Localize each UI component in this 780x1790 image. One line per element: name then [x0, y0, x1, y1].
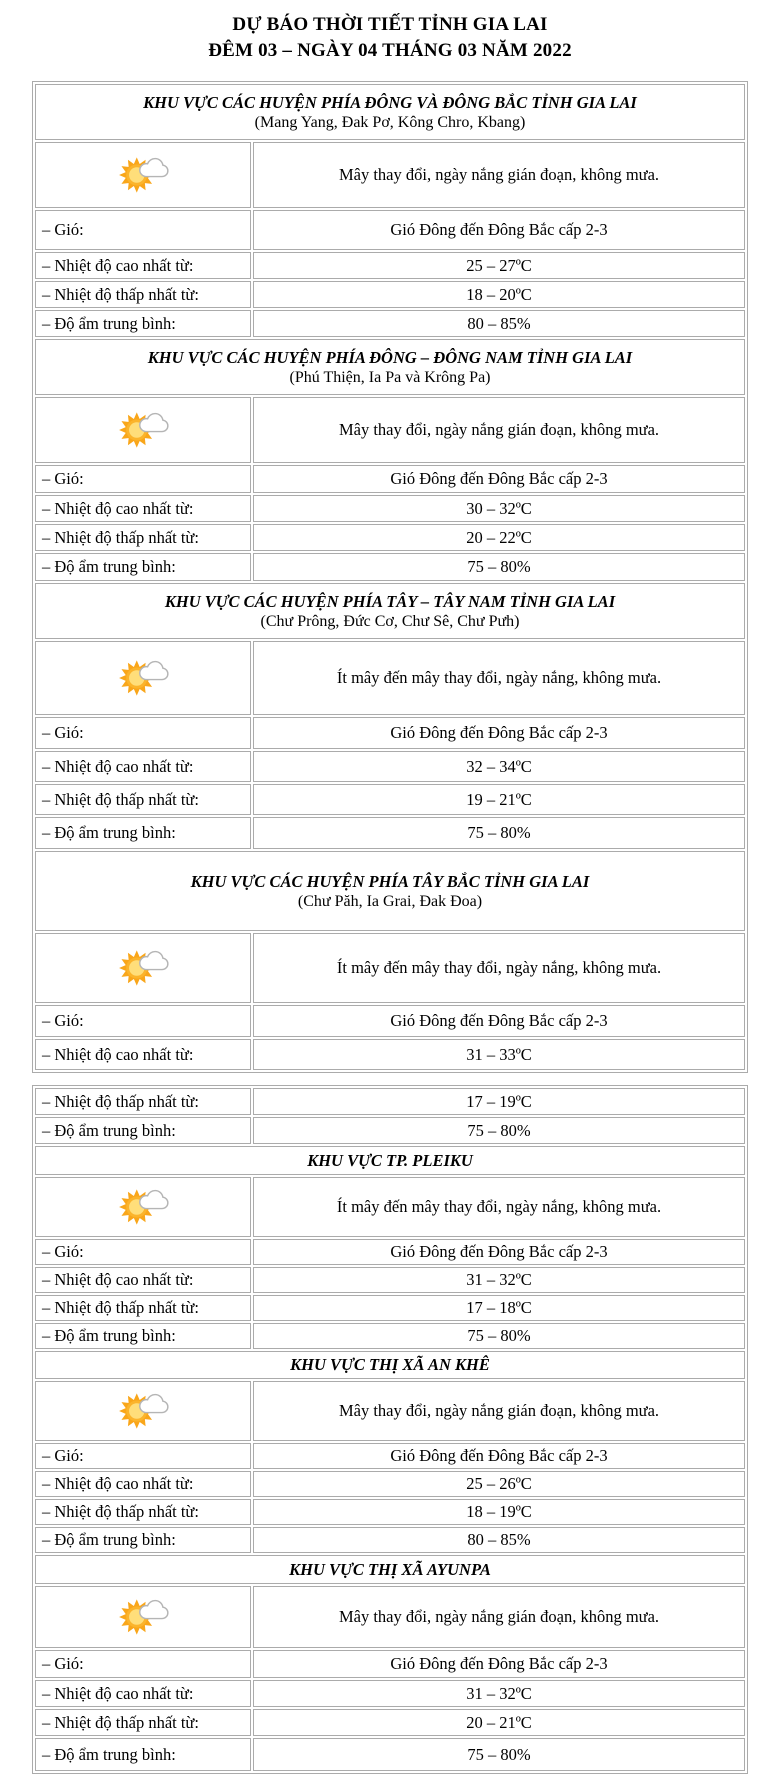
wind-value: Gió Đông đến Đông Bắc cấp 2-3 — [253, 1239, 745, 1265]
humidity-value: 75 – 80% — [253, 1738, 745, 1771]
wind-value: Gió Đông đến Đông Bắc cấp 2-3 — [253, 1443, 745, 1469]
table-row — [35, 553, 745, 581]
humidity-value: 80 – 85% — [253, 1527, 745, 1553]
section-subtitle: (Chư Prông, Đức Cơ, Chư Sê, Chư Pưh) — [260, 612, 520, 630]
section-title: KHU VỰC CÁC HUYỆN PHÍA TÂY BẮC TỈNH GIA LAI — [190, 871, 590, 891]
tmin-label: – Nhiệt độ thấp nhất từ: — [35, 784, 251, 815]
tmax-value: 30 – 32ºC — [253, 495, 745, 522]
sun-behind-cloud-icon — [117, 1389, 169, 1433]
table-row — [35, 784, 745, 815]
wind-value: Gió Đông đến Đông Bắc cấp 2-3 — [253, 717, 745, 749]
table-row — [35, 1117, 745, 1144]
weather-icon-cell — [35, 397, 251, 463]
humidity-value: 75 – 80% — [253, 1323, 745, 1349]
sun-behind-cloud-icon — [117, 656, 169, 700]
section-header — [35, 339, 745, 395]
page-title-line1: DỰ BÁO THỜI TIẾT TỈNH GIA LAI — [232, 14, 548, 35]
table-row — [35, 1586, 745, 1648]
weather-icon-cell — [35, 1177, 251, 1237]
section-header — [35, 1351, 745, 1379]
tmin-value: 18 – 20ºC — [253, 281, 745, 308]
table-row — [35, 495, 745, 522]
wind-value: Gió Đông đến Đông Bắc cấp 2-3 — [253, 465, 745, 493]
table-row — [35, 524, 745, 551]
wind-label: – Gió: — [35, 210, 251, 250]
weather-description: Ít mây đến mây thay đổi, ngày nắng, không mưa. — [253, 641, 745, 715]
section-header — [35, 84, 745, 140]
table-row — [35, 717, 745, 749]
table-row — [35, 1499, 745, 1525]
tmin-value: 20 – 22ºC — [253, 524, 745, 551]
section-subtitle: (Chư Păh, Ia Grai, Đak Đoa) — [297, 892, 483, 910]
tmin-value: 17 – 19ºC — [253, 1088, 745, 1115]
tmax-value: 31 – 32ºC — [253, 1680, 745, 1707]
tmax-value: 31 – 33ºC — [253, 1039, 745, 1070]
wind-value: Gió Đông đến Đông Bắc cấp 2-3 — [253, 1650, 745, 1678]
wind-label: – Gió: — [35, 1443, 251, 1469]
tmax-value: 25 – 26ºC — [253, 1471, 745, 1497]
weather-icon-cell — [35, 142, 251, 208]
weather-description: Mây thay đổi, ngày nắng gián đoạn, không mưa. — [253, 142, 745, 208]
tmin-label: – Nhiệt độ thấp nhất từ: — [35, 1295, 251, 1321]
table-row — [35, 1267, 745, 1293]
tmin-label: – Nhiệt độ thấp nhất từ: — [35, 1499, 251, 1525]
table-row — [35, 310, 745, 337]
weather-description: Ít mây đến mây thay đổi, ngày nắng, không mưa. — [253, 933, 745, 1003]
tmin-value: 17 – 18ºC — [253, 1295, 745, 1321]
tmin-label: – Nhiệt độ thấp nhất từ: — [35, 281, 251, 308]
section-header — [35, 1146, 745, 1175]
section-title: KHU VỰC CÁC HUYỆN PHÍA ĐÔNG VÀ ĐÔNG BẮC TỈNH GIA LAI — [143, 92, 637, 112]
tmax-label: – Nhiệt độ cao nhất từ: — [35, 1471, 251, 1497]
wind-value: Gió Đông đến Đông Bắc cấp 2-3 — [253, 210, 745, 250]
sun-behind-cloud-icon — [117, 408, 169, 452]
wind-label: – Gió: — [35, 1239, 251, 1265]
section-header — [35, 851, 745, 931]
wind-label: – Gió: — [35, 1650, 251, 1678]
weather-icon-cell — [35, 1381, 251, 1441]
tmax-value: 25 – 27ºC — [253, 252, 745, 279]
humidity-label: – Độ ẩm trung bình: — [35, 817, 251, 849]
table-row — [35, 1527, 745, 1553]
table-row — [35, 1738, 745, 1771]
table-row — [35, 933, 745, 1003]
tmax-label: – Nhiệt độ cao nhất từ: — [35, 1267, 251, 1293]
tmax-label: – Nhiệt độ cao nhất từ: — [35, 1039, 251, 1070]
tmax-value: 32 – 34ºC — [253, 751, 745, 782]
wind-value: Gió Đông đến Đông Bắc cấp 2-3 — [253, 1005, 745, 1037]
section-header — [35, 583, 745, 639]
sun-behind-cloud-icon — [117, 1185, 169, 1229]
humidity-value: 75 – 80% — [253, 553, 745, 581]
tmax-value: 31 – 32ºC — [253, 1267, 745, 1293]
table-row — [35, 1177, 745, 1237]
table-row — [35, 1239, 745, 1265]
sun-behind-cloud-icon — [117, 1595, 169, 1639]
table-row — [35, 252, 745, 279]
wind-label: – Gió: — [35, 717, 251, 749]
section-title: KHU VỰC CÁC HUYỆN PHÍA TÂY – TÂY NAM TỈNH GIA LAI — [164, 591, 616, 611]
humidity-value: 75 – 80% — [253, 817, 745, 849]
tmin-label: – Nhiệt độ thấp nhất từ: — [35, 1709, 251, 1736]
tmax-label: – Nhiệt độ cao nhất từ: — [35, 1680, 251, 1707]
table-row — [35, 1381, 745, 1441]
section-title: KHU VỰC CÁC HUYỆN PHÍA ĐÔNG – ĐÔNG NAM TỈNH GIA LAI — [147, 347, 633, 367]
section-subtitle: (Mang Yang, Đak Pơ, Kông Chro, Kbang) — [254, 113, 526, 131]
sun-behind-cloud-icon — [117, 946, 169, 990]
humidity-label: – Độ ẩm trung bình: — [35, 1117, 251, 1144]
tmin-value: 19 – 21ºC — [253, 784, 745, 815]
section-subtitle: (Phú Thiện, Ia Pa và Krông Pa) — [289, 368, 491, 386]
tmin-value: 18 – 19ºC — [253, 1499, 745, 1525]
tmax-label: – Nhiệt độ cao nhất từ: — [35, 495, 251, 522]
tmin-label: – Nhiệt độ thấp nhất từ: — [35, 1088, 251, 1115]
humidity-label: – Độ ẩm trung bình: — [35, 553, 251, 581]
humidity-label: – Độ ẩm trung bình: — [35, 310, 251, 337]
table-row — [35, 1709, 745, 1736]
table-row — [35, 1443, 745, 1469]
tmax-label: – Nhiệt độ cao nhất từ: — [35, 252, 251, 279]
table-row — [35, 142, 745, 208]
table-row — [35, 817, 745, 849]
table-row — [35, 1088, 745, 1115]
table-row — [35, 1039, 745, 1070]
forecast-table-1 — [32, 81, 748, 1073]
wind-label: – Gió: — [35, 1005, 251, 1037]
weather-icon-cell — [35, 641, 251, 715]
table-row — [35, 1471, 745, 1497]
weather-description: Mây thay đổi, ngày nắng gián đoạn, không mưa. — [253, 1381, 745, 1441]
tmax-label: – Nhiệt độ cao nhất từ: — [35, 751, 251, 782]
table-row — [35, 1005, 745, 1037]
tmin-value: 20 – 21ºC — [253, 1709, 745, 1736]
humidity-label: – Độ ẩm trung bình: — [35, 1323, 251, 1349]
table-row — [35, 1650, 745, 1678]
section-title: KHU VỰC THỊ XÃ AYUNPA — [289, 1559, 491, 1579]
table-row — [35, 281, 745, 308]
sun-behind-cloud-icon — [117, 153, 169, 197]
wind-label: – Gió: — [35, 465, 251, 493]
table-row — [35, 1295, 745, 1321]
weather-icon-cell — [35, 1586, 251, 1648]
table-row — [35, 641, 745, 715]
page-title — [0, 12, 780, 63]
page-title-line2: ĐÊM 03 – NGÀY 04 THÁNG 03 NĂM 2022 — [208, 39, 572, 61]
humidity-label: – Độ ẩm trung bình: — [35, 1527, 251, 1553]
table-row — [35, 1323, 745, 1349]
table-row — [35, 751, 745, 782]
weather-description: Mây thay đổi, ngày nắng gián đoạn, không mưa. — [253, 1586, 745, 1648]
forecast-table-2 — [32, 1085, 748, 1774]
humidity-value: 80 – 85% — [253, 310, 745, 337]
table-row — [35, 1680, 745, 1707]
humidity-label: – Độ ẩm trung bình: — [35, 1738, 251, 1771]
weather-description: Ít mây đến mây thay đổi, ngày nắng, không mưa. — [253, 1177, 745, 1237]
table-row — [35, 465, 745, 493]
weather-description: Mây thay đổi, ngày nắng gián đoạn, không mưa. — [253, 397, 745, 463]
section-header — [35, 1555, 745, 1584]
table-row — [35, 397, 745, 463]
humidity-value: 75 – 80% — [253, 1117, 745, 1144]
tmin-label: – Nhiệt độ thấp nhất từ: — [35, 524, 251, 551]
section-title: KHU VỰC THỊ XÃ AN KHÊ — [290, 1355, 490, 1375]
weather-icon-cell — [35, 933, 251, 1003]
table-row — [35, 210, 745, 250]
section-title: KHU VỰC TP. PLEIKU — [307, 1150, 473, 1170]
